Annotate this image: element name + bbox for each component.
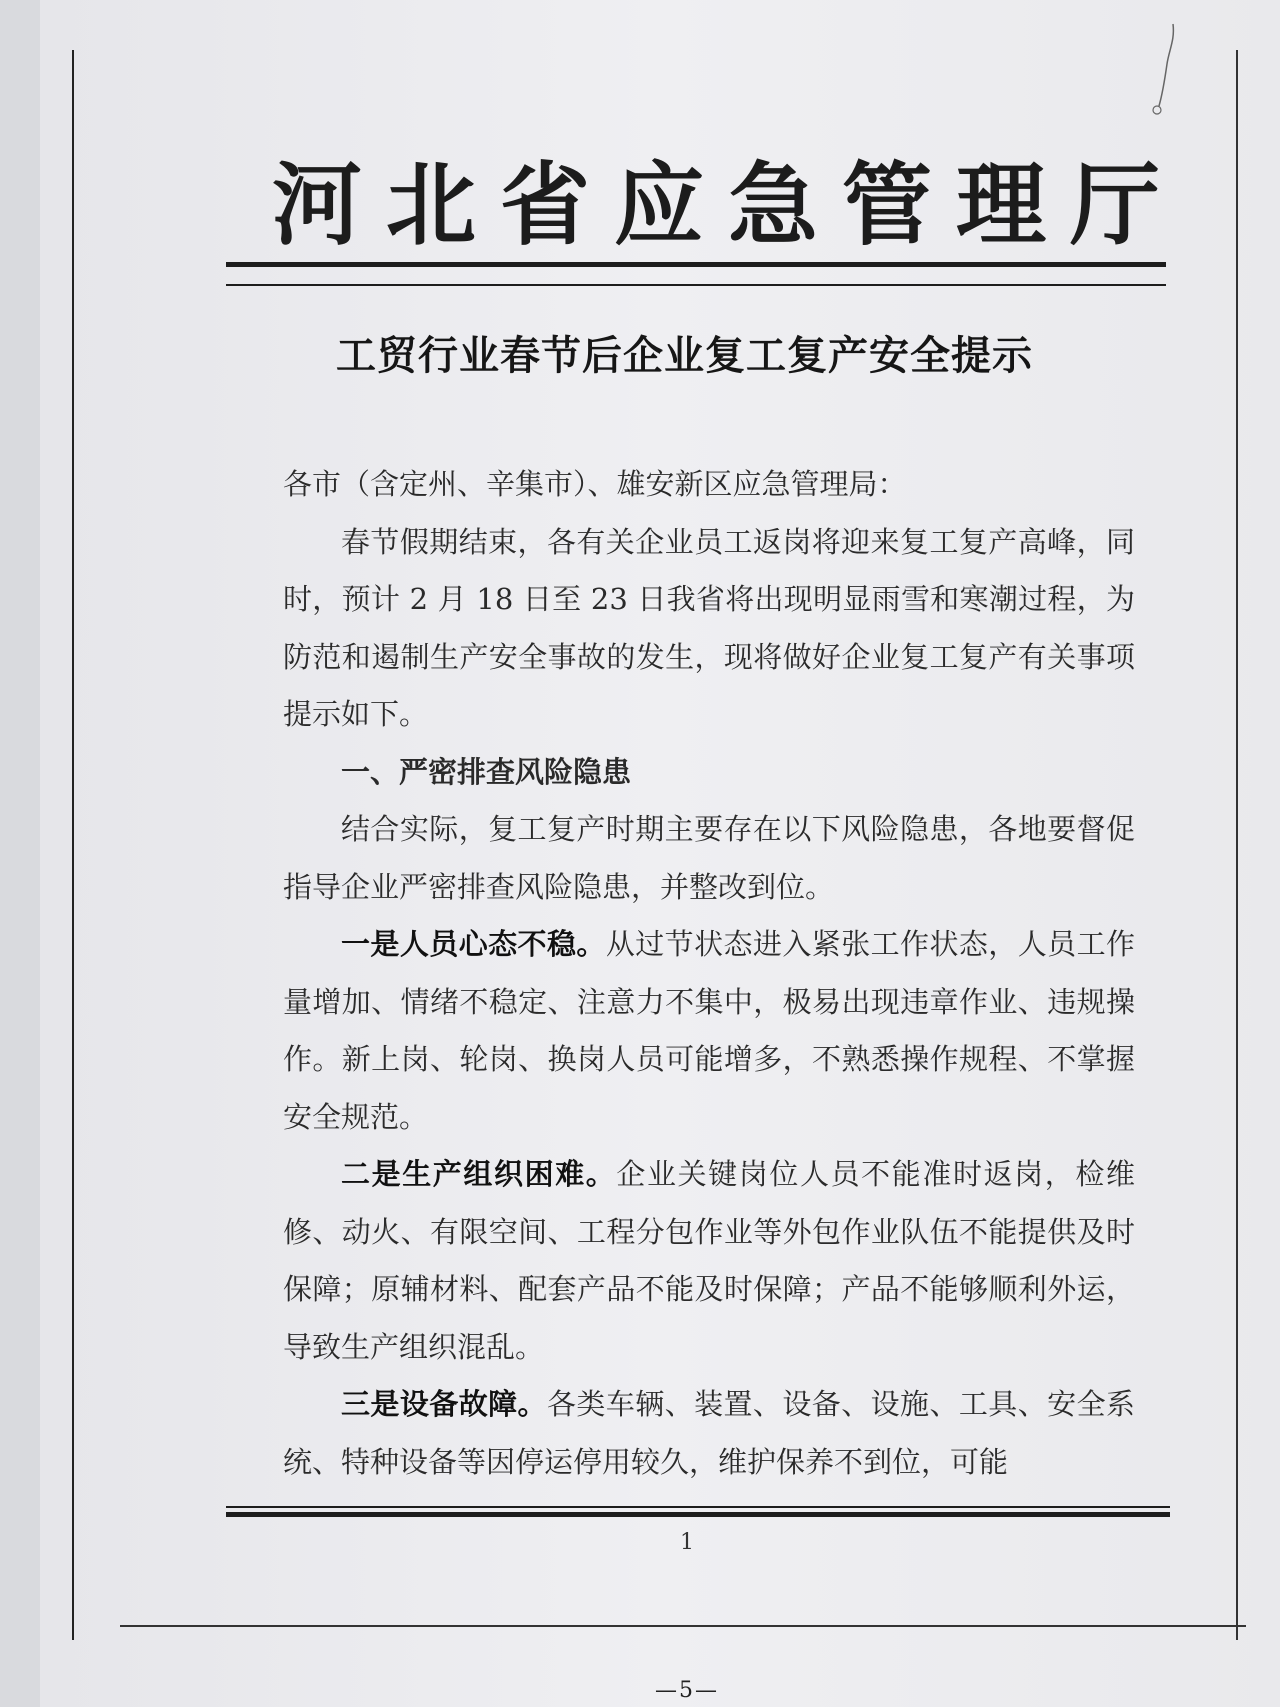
risk-paragraph-1 — [283, 916, 1135, 1146]
risk-lead-3: 三是设备故障。 — [341, 1387, 547, 1421]
risk-text-1: 从过节状态进入紧张工作状态，人员工作量增加、情绪不稳定、注意力不集中，极易出现违章作业、违规操作。新上岗、轮岗、换岗人员可能增多，不熟悉操作规程、不掌握安全规范。 — [283, 927, 1135, 1134]
risk-paragraph-2 — [283, 1146, 1135, 1376]
header-rule-thin — [226, 284, 1166, 286]
intro-paragraph: 春节假期结束，各有关企业员工返岗将迎来复工复产高峰，同时，预计 2 月 18 日至 23 日我省将出现明显雨雪和寒潮过程，为防范和遏制生产安全事故的发生，现将做好企业复工复产有关事项提示如下。 — [283, 524, 1135, 731]
page-border-bottom — [120, 1625, 1246, 1627]
risk-paragraph-3 — [283, 1376, 1135, 1491]
risk-lead-2: 二是生产组织困难。 — [341, 1157, 617, 1191]
risk-lead-1: 一是人员心态不稳。 — [341, 927, 606, 961]
document-body — [283, 456, 1135, 1491]
section-heading: 一、严密排查风险隐患 — [341, 754, 632, 789]
risk-text-3: 各类车辆、装置、设备、设施、工具、安全系统、特种设备等因停运停用较久，维护保养不到位，可能 — [283, 1387, 1135, 1479]
header-rule-thick — [226, 262, 1166, 267]
risk-text-2: 企业关键岗位人员不能准时返岗，检维修、动火、有限空间、工程分包作业等外包作业队伍不能提供及时保障；原辅材料、配套产品不能及时保障；产品不能够顺利外运，导致生产组织混乱。 — [283, 1157, 1135, 1364]
page-number: 1 — [680, 1530, 694, 1555]
org-name-header: 河北省应急管理厅 — [272, 152, 1184, 258]
document-title: 工贸行业春节后企业复工复产安全提示 — [336, 332, 1033, 379]
footer-rule-thick — [226, 1512, 1170, 1517]
footer-rule-thin — [226, 1506, 1170, 1508]
outer-page-number: —5— — [655, 1678, 719, 1703]
section-intro-paragraph: 结合实际，复工复产时期主要存在以下风险隐患，各地要督促指导企业严密排查风险隐患，并整改到位。 — [283, 812, 1135, 904]
addressee: 各市（含定州、辛集市）、雄安新区应急管理局： — [283, 467, 907, 501]
